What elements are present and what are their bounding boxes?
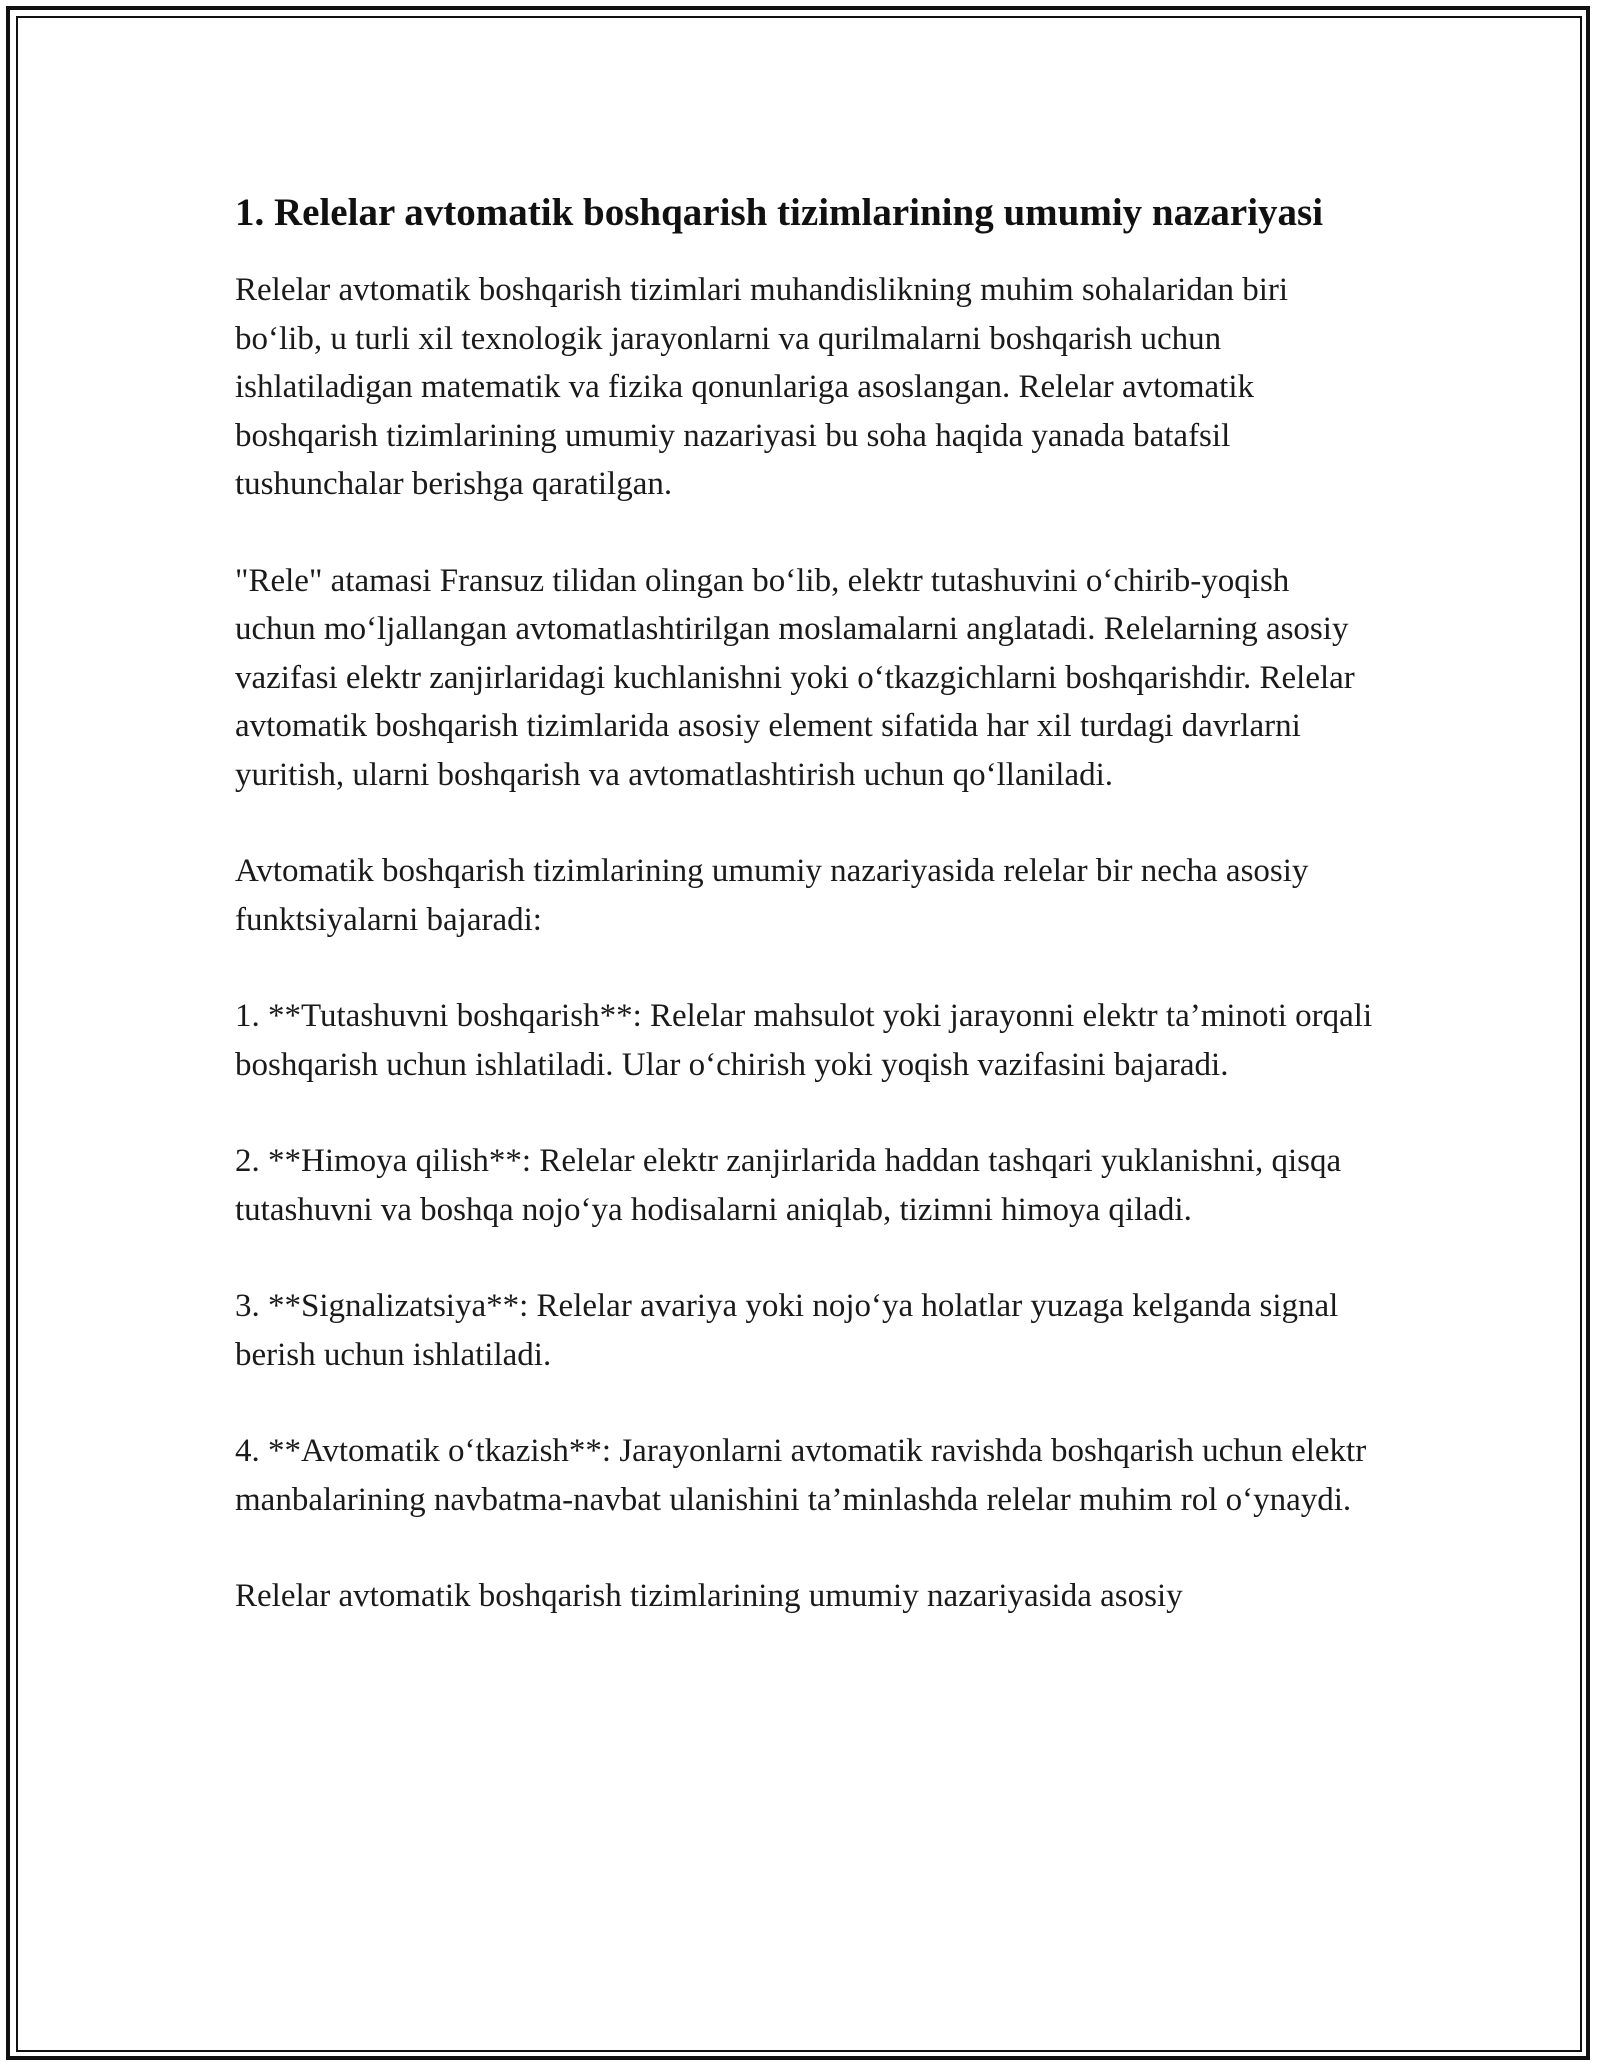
- paragraph-intro: Relelar avtomatik boshqarish tizimlari muhandislikning muhim sohalaridan biri bo‘lib, u turli xil texnologik jarayonlarni va qurilmalarni boshqarish uchun ishlatiladigan matematik va fizika qonunlariga asoslangan. Relelar avtomatik boshqarish tizimlarining umumiy nazariyasi bu soha haqida yanada batafsil tushunchalar berishga qaratilgan.: [235, 272, 1289, 502]
- paragraph-continuation: Relelar avtomatik boshqarish tizimlarining umumiy nazariyasida asosiy: [235, 1578, 1183, 1614]
- paragraph-rele-definition: "Rele" atamasi Fransuz tilidan olingan bo‘lib, elektr tutashuvini o‘chirib-yoqish uchun mo‘ljallangan avtomatlashtirilgan moslamalarni anglatadi. Relelarning asosiy vazifasi elektr zanjirlaridagi kuchlanishni yoki o‘tkazgichlarni boshqarishdir. Relelar avtomatik boshqarish tizimlarida asosiy element sifatida har xil turdagi davrlarni yuritish, ularni boshqarish va avtomatlashtirish uchun qo‘llaniladi.: [235, 562, 1355, 793]
- list-item-1: 1. **Tutashuvni boshqarish**: Relelar mahsulot yoki jarayonni elektr ta’minoti orqali boshqarish uchun ishlatiladi. Ular o‘chirish yoki yoqish vazifasini bajaradi.: [235, 998, 1373, 1083]
- list-item-4: 4. **Avtomatik o‘tkazish**: Jarayonlarni avtomatik ravishda boshqarish uchun elektr manbalarining navbatma-navbat ulanishini ta’minlashda relelar muhim rol o‘ynaydi.: [235, 1433, 1367, 1518]
- paragraph-functions-intro: Avtomatik boshqarish tizimlarining umumiy nazariyasida relelar bir necha asosiy funktsiyalarni bajaradi:: [235, 853, 1309, 938]
- list-item-3: 3. **Signalizatsiya**: Relelar avariya yoki nojo‘ya holatlar yuzaga kelganda signal berish uchun ishlatiladi.: [235, 1288, 1339, 1373]
- document-body: [235, 186, 1375, 1669]
- section-heading: 1. Relelar avtomatik boshqarish tizimlarining umumiy nazariyasi: [235, 191, 1324, 234]
- list-item-2: 2. **Himoya qilish**: Relelar elektr zanjirlarida haddan tashqari yuklanishni, qisqa tutashuvni va boshqa nojo‘ya hodisalarni aniqlab, tizimni himoya qiladi.: [235, 1143, 1342, 1228]
